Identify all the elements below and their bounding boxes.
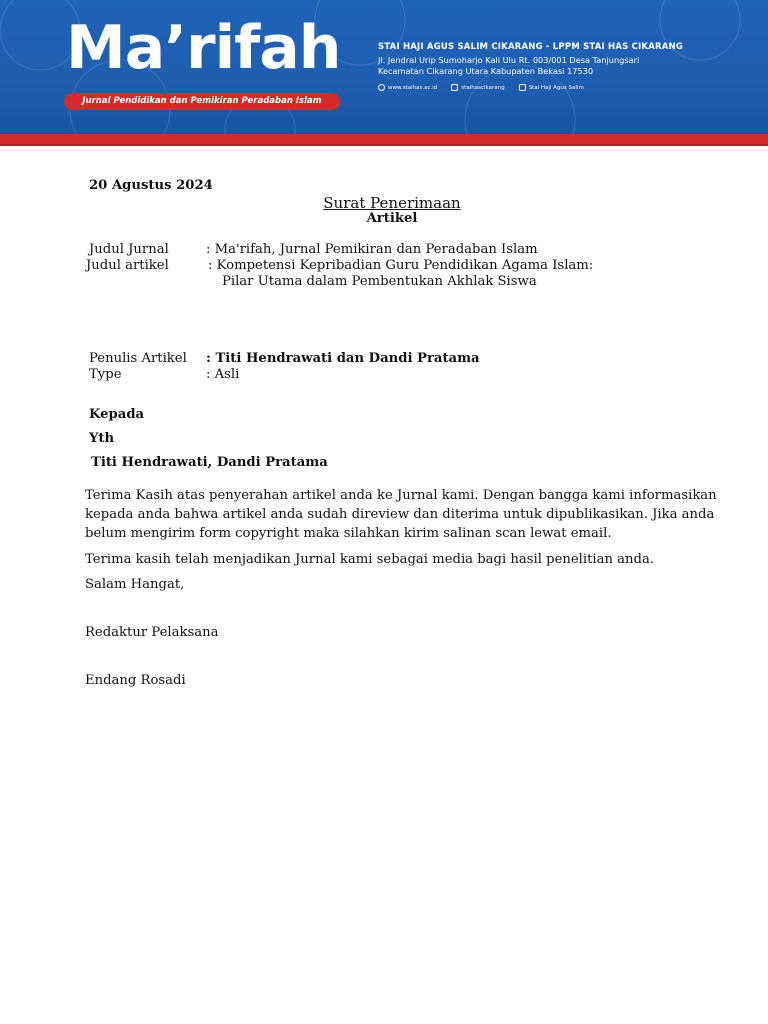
- address-line-1: Jl. Jendral Urip Sumoharjo Kali Ulu Rt. 003/001 Desa Tanjungsari: [378, 55, 640, 65]
- signatory-name: Endang Rosadi: [85, 673, 186, 688]
- article-title-line-1: : Kompetensi Kepribadian Guru Pendidikan Agama Islam:: [208, 258, 594, 273]
- social-links: [378, 84, 738, 91]
- body-paragraph-2: Terima kasih telah menjadikan Jurnal kami sebagai media bagi hasil penelitian anda.: [85, 552, 655, 567]
- article-title-line-2: Pilar Utama dalam Pembentukan Akhlak Siswa: [222, 274, 537, 289]
- letter-title: Surat Penerimaan: [323, 194, 461, 212]
- header-red-underline: [0, 144, 768, 146]
- social-instagram-text: staihascikarang: [461, 84, 505, 91]
- author-label: Penulis Artikel: [89, 351, 187, 366]
- institution-name: STAI HAJI AGUS SALIM CIKARANG - LPPM STAI HAS CIKARANG: [378, 42, 684, 52]
- journal-logo-title: Ma’rifah: [66, 13, 341, 83]
- journal-logo-subtitle: Jurnal Pendidikan dan Pemikiran Peradaban Islam: [64, 93, 340, 110]
- social-facebook: [519, 84, 584, 91]
- type-value: : Asli: [206, 367, 240, 382]
- closing-greeting: Salam Hangat,: [85, 577, 185, 592]
- institution-info: [378, 42, 738, 91]
- social-web-text: www.staihas.ac.id: [388, 84, 438, 91]
- body-paragraph-1: Terima Kasih atas penyerahan artikel anda ke Jurnal kami. Dengan bangga kami informasikan kepada anda bahwa artikel anda sudah direview dan diterima untuk dipublikasikan. Jika anda belum mengirim form copyright maka silahkan kirim salinan scan lewat email.: [85, 488, 717, 541]
- social-instagram: [451, 84, 504, 91]
- article-title-label: Judul artikel: [86, 258, 169, 273]
- header-banner: [0, 0, 768, 134]
- globe-icon: [378, 84, 385, 91]
- journal-value: : Ma'rifah, Jurnal Pemikiran dan Peradaban Islam: [206, 242, 538, 257]
- yth-label: Yth: [89, 431, 115, 446]
- facebook-icon: [519, 84, 526, 91]
- address-line-2: Kecamatan Cikarang Utara Kabupaten Bekasi 17530: [378, 66, 594, 76]
- type-label: Type: [89, 367, 122, 382]
- social-facebook-text: Stai Haji Agus Salim: [528, 84, 584, 91]
- letter-date: 20 Agustus 2024: [89, 178, 213, 193]
- social-web: [378, 84, 437, 91]
- author-value: : Titi Hendrawati dan Dandi Pratama: [206, 351, 480, 366]
- recipient-names: Titi Hendrawati, Dandi Pratama: [91, 455, 328, 470]
- letter-subtitle: Artikel: [366, 211, 418, 226]
- recipient-heading: Kepada: [89, 407, 145, 422]
- journal-label: Judul Jurnal: [89, 242, 169, 257]
- signatory-position: Redaktur Pelaksana: [85, 625, 219, 640]
- header-red-strip: [0, 134, 768, 144]
- instagram-icon: [451, 84, 458, 91]
